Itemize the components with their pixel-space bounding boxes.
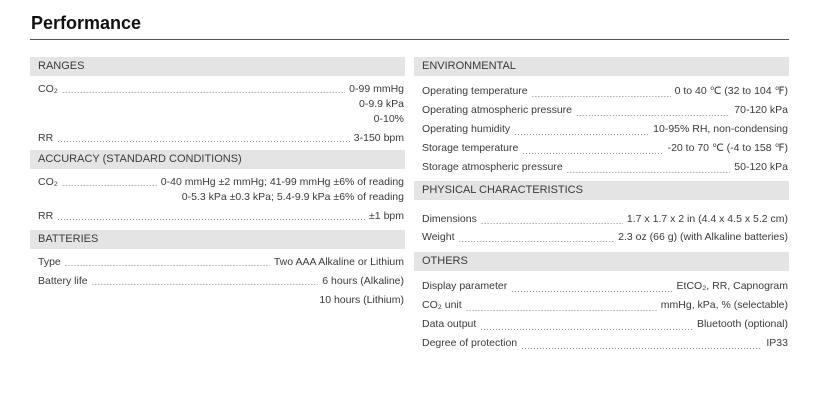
others-value: Bluetooth (optional) — [696, 318, 788, 330]
physical-row — [414, 210, 789, 228]
accuracy-co2-value-1: 0-40 mmHg ±2 mmHg; 41-99 mmHg ±6% of reading — [160, 176, 404, 188]
physical-label: Dimensions — [422, 213, 477, 225]
others-value: EtCO₂, RR, Capnogram — [676, 280, 788, 292]
title-divider — [30, 39, 789, 40]
leader-dots — [57, 133, 350, 146]
others-row — [414, 277, 789, 296]
ranges-co2-value-2: 0-9.9 kPa — [359, 98, 404, 110]
env-label: Operating temperature — [422, 85, 528, 97]
leader-dots — [466, 302, 657, 315]
others-label: Degree of protection — [422, 337, 518, 349]
leader-dots — [65, 257, 270, 270]
page-title: Performance — [31, 13, 142, 33]
batteries-type-row — [30, 255, 405, 270]
leader-dots — [57, 211, 365, 224]
ranges-co2-label: CO₂ — [38, 83, 58, 95]
env-label: Operating humidity — [422, 123, 511, 135]
env-value: -20 to 70 ℃ (-4 to 158 ℉) — [667, 142, 788, 154]
env-label: Storage atmospheric pressure — [422, 161, 563, 173]
leader-dots — [481, 215, 623, 228]
leader-dots — [92, 276, 319, 289]
batteries-type-value: Two AAA Alkaline or Lithium — [273, 256, 404, 268]
others-row — [414, 334, 789, 353]
physical-value: 1.7 x 1.7 x 2 in (4.4 x 4.5 x 5.2 cm) — [626, 213, 788, 225]
leader-dots — [62, 177, 157, 190]
leader-dots — [480, 321, 693, 334]
accuracy-co2-row — [30, 175, 405, 190]
ranges-rr-value: 3-150 bpm — [353, 132, 404, 144]
ranges-co2-value-3: 0-10% — [373, 113, 404, 125]
leader-dots — [511, 283, 672, 296]
env-row — [414, 139, 789, 158]
ranges-co2-value-1: 0-99 mmHg — [349, 83, 404, 95]
others-value: mmHg, kPa, % (selectable) — [660, 299, 788, 311]
physical-label: Weight — [422, 231, 455, 243]
others-value: IP33 — [766, 337, 788, 349]
leader-dots — [521, 340, 762, 353]
batteries-life-row — [30, 274, 405, 289]
right-column — [414, 57, 789, 353]
env-value: 0 to 40 ℃ (32 to 104 ℉) — [674, 85, 788, 97]
accuracy-rr-label: RR — [38, 210, 54, 222]
leader-dots — [567, 164, 731, 177]
env-value: 70-120 kPa — [734, 104, 788, 116]
accuracy-heading: ACCURACY (STANDARD CONDITIONS) — [30, 150, 405, 169]
env-row — [414, 158, 789, 177]
leader-dots — [522, 145, 663, 158]
accuracy-co2-label: CO₂ — [38, 176, 58, 188]
leader-dots — [459, 233, 615, 246]
others-label: Display parameter — [422, 280, 508, 292]
others-label: CO₂ unit — [422, 299, 462, 311]
ranges-rr-row — [30, 131, 405, 146]
env-row — [414, 120, 789, 139]
others-heading: OTHERS — [414, 252, 789, 271]
batteries-life-value-1: 6 hours (Alkaline) — [322, 275, 404, 287]
environmental-heading: ENVIRONMENTAL — [414, 57, 789, 76]
physical-heading: PHYSICAL CHARACTERISTICS — [414, 181, 789, 200]
others-row — [414, 315, 789, 334]
leader-dots — [514, 126, 649, 139]
ranges-co2-row — [30, 82, 405, 97]
env-value: 10-95% RH, non-condensing — [653, 123, 788, 135]
others-row — [414, 296, 789, 315]
leader-dots — [576, 107, 730, 120]
batteries-type-label: Type — [38, 256, 61, 268]
leader-dots — [532, 88, 671, 101]
accuracy-rr-row — [30, 209, 405, 224]
others-label: Data output — [422, 318, 477, 330]
accuracy-rr-value: ±1 bpm — [369, 210, 404, 222]
left-column — [30, 57, 405, 308]
env-row — [414, 101, 789, 120]
physical-value: 2.3 oz (66 g) (with Alkaline batteries) — [618, 231, 788, 243]
physical-row — [414, 228, 789, 246]
batteries-life-value-2: 10 hours (Lithium) — [319, 294, 404, 306]
batteries-life-label: Battery life — [38, 275, 88, 287]
ranges-heading: RANGES — [30, 57, 405, 76]
env-row — [414, 82, 789, 101]
ranges-rr-label: RR — [38, 132, 54, 144]
env-label: Operating atmospheric pressure — [422, 104, 572, 116]
env-value: 50-120 kPa — [734, 161, 788, 173]
env-label: Storage temperature — [422, 142, 519, 154]
leader-dots — [62, 84, 345, 97]
batteries-heading: BATTERIES — [30, 230, 405, 249]
accuracy-co2-value-2: 0-5.3 kPa ±0.3 kPa; 5.4-9.9 kPa ±6% of reading — [181, 191, 404, 203]
